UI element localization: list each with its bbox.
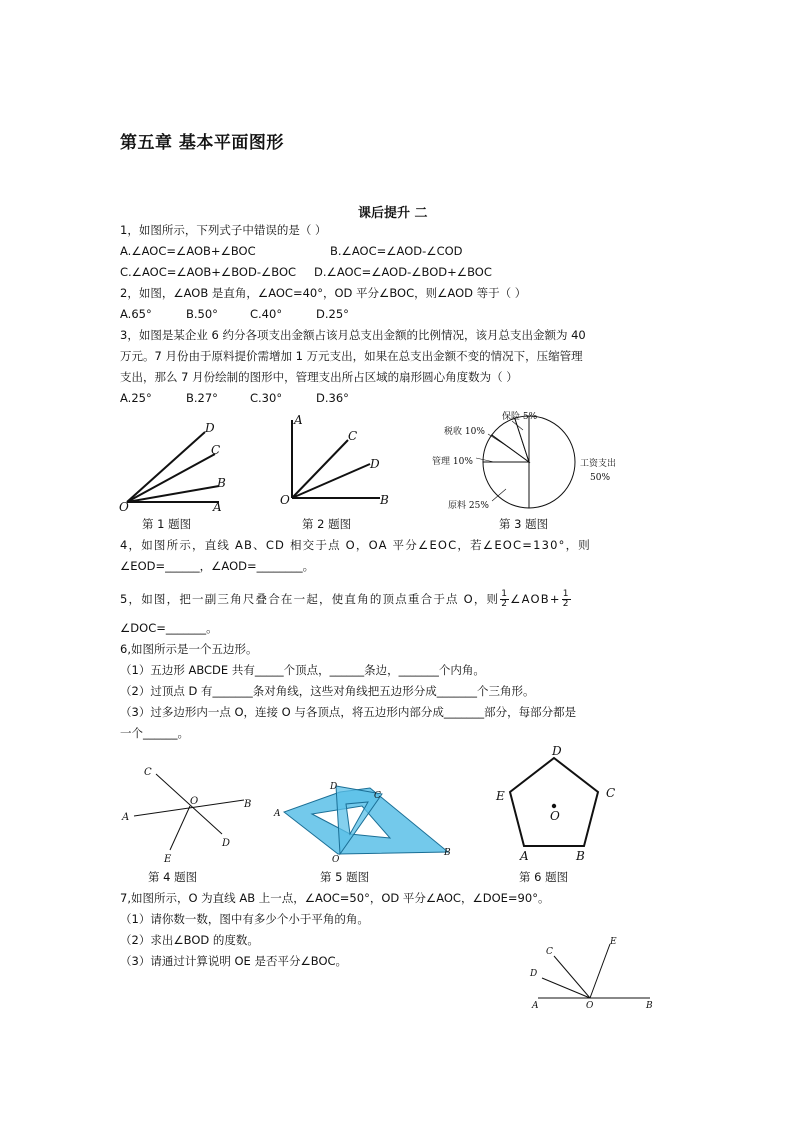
- label-b: B: [217, 476, 226, 490]
- q3-option-c: C.30°: [250, 391, 283, 405]
- line-cd: [156, 774, 222, 834]
- label-o: O: [332, 855, 340, 865]
- label-o: O: [586, 1001, 594, 1011]
- q7-stem: 7,如图所示，O 为直线 AB 上一点，∠AOC=50°，OD 平分∠AOC，∠DOE=90°。: [120, 891, 550, 905]
- figure-3-pie-chart: [426, 406, 642, 516]
- label-e: E: [610, 937, 617, 947]
- label-o: O: [550, 809, 560, 823]
- label-d: D: [222, 838, 231, 849]
- q7-part1: （1）请你数一数，图中有多少个小于平角的角。: [120, 912, 369, 926]
- figure-5: [270, 778, 458, 866]
- q7-part2: （2）求出∠BOD 的度数。: [120, 933, 259, 947]
- q6-part3: （3）过多边形内一点 O，连接 O 与各顶点，将五边形内部分成_______部分，每部分都是: [120, 705, 577, 719]
- pie-slice-1: [483, 462, 529, 508]
- q5-angle-aob: ∠AOB+: [510, 592, 561, 606]
- q4-line2: ∠EOD=______，∠AOD=________。: [120, 559, 315, 573]
- figure-5-caption: 第 5 题图: [320, 870, 370, 884]
- label-c: C: [348, 429, 358, 443]
- label-a: A: [520, 849, 529, 863]
- q3-line1: 3，如图是某企业 6 约分各项支出金额占该月总支出金额的比例情况，该月总支出金额为 40: [120, 328, 586, 342]
- label-b: B: [444, 848, 451, 858]
- figure-4: [116, 760, 264, 864]
- fraction-half-2: [562, 590, 571, 609]
- q1-stem: 1，如图所示，下列式子中错误的是（ ）: [120, 223, 327, 237]
- ray-oe: [590, 944, 610, 998]
- q3-option-a: A.25°: [120, 391, 152, 405]
- q1-option-a: A.∠AOC=∠AOB+∠BOC: [120, 244, 256, 258]
- label-o: O: [190, 796, 199, 807]
- q5-line1: [120, 590, 572, 609]
- frac1-num: 1: [501, 589, 509, 599]
- figure-4-caption: 第 4 题图: [148, 870, 198, 884]
- ray-oe: [170, 806, 190, 850]
- label-b: B: [244, 799, 252, 810]
- figure-1-caption: 第 1 题图: [142, 517, 192, 531]
- q2-option-a: A.65°: [120, 307, 152, 321]
- label-e: E: [496, 789, 505, 803]
- figure-2: [276, 410, 394, 514]
- label-a: A: [532, 1001, 539, 1011]
- q2-option-b: B.50°: [186, 307, 218, 321]
- label-o: O: [280, 493, 290, 507]
- chapter-title: 第五章 基本平面图形: [120, 133, 284, 153]
- ray-od: [127, 432, 205, 502]
- point-o: [552, 804, 556, 808]
- ray-oc: [554, 956, 590, 998]
- q4-line1: 4，如图所示，直线 AB、CD 相交于点 O，OA 平分∠EOC，若∠EOC=130°，则: [120, 538, 591, 552]
- q6-part2: （2）过顶点 D 有_______条对角线，这些对角线把五边形分成_______个三角形。: [120, 684, 535, 698]
- label-a: A: [213, 500, 222, 514]
- q6-stem: 6,如图所示是一个五边形。: [120, 642, 258, 656]
- figure-2-caption: 第 2 题图: [302, 517, 352, 531]
- label-c: C: [374, 791, 381, 801]
- label-d: D: [205, 421, 215, 435]
- label-d: D: [552, 744, 562, 758]
- label-tax: 税收 10%: [444, 427, 485, 437]
- q1-option-d: D.∠AOC=∠AOD-∠BOD+∠BOC: [314, 265, 492, 279]
- q6-part4: 一个______。: [120, 726, 189, 740]
- q3-option-b: B.27°: [186, 391, 218, 405]
- label-b: B: [646, 1001, 653, 1011]
- frac2-num: 1: [562, 589, 570, 599]
- q2-option-d: D.25°: [316, 307, 349, 321]
- label-o: O: [119, 500, 129, 514]
- section-title: 课后提升 二: [358, 206, 428, 221]
- q3-option-d: D.36°: [316, 391, 349, 405]
- label-a: A: [294, 413, 303, 427]
- q1-option-c: C.∠AOC=∠AOB+∠BOD-∠BOC: [120, 265, 297, 279]
- pie-slice-0: [529, 416, 575, 508]
- label-materials: 原料 25%: [448, 501, 489, 511]
- figure-6-pentagon: [492, 742, 622, 866]
- label-c: C: [144, 767, 152, 778]
- label-e: E: [164, 854, 172, 864]
- fraction-half-1: [500, 590, 509, 609]
- figure-7: [524, 934, 664, 1014]
- q5-line1-text: 5，如图，把一副三角尺叠合在一起，使直角的顶点重合于点 O，则: [120, 592, 500, 606]
- q5-line2: ∠DOC=_______。: [120, 621, 218, 635]
- label-wages-pct: 50%: [590, 473, 611, 483]
- label-a: A: [274, 809, 281, 819]
- q2-stem: 2，如图，∠AOB 是直角，∠AOC=40°，OD 平分∠BOC，则∠AOD 等于（ ）: [120, 286, 527, 300]
- label-b: B: [576, 849, 585, 863]
- pentagon: [510, 758, 598, 846]
- label-c: C: [546, 947, 553, 957]
- figure-3-caption: 第 3 题图: [499, 517, 549, 531]
- q3-line3: 支出，那么 7 月份绘制的图形中，管理支出所占区域的扇形圆心角度数为（ ）: [120, 370, 518, 384]
- label-management: 管理 10%: [432, 457, 473, 467]
- q7-part3: （3）请通过计算说明 OE 是否平分∠BOC。: [120, 954, 348, 968]
- label-c: C: [606, 786, 616, 800]
- label-d: D: [370, 457, 380, 471]
- ray-od: [542, 978, 590, 998]
- q2-option-c: C.40°: [250, 307, 283, 321]
- label-b: B: [380, 493, 389, 507]
- q3-line2: 万元。7 月份由于原料提价需增加 1 万元支出，如果在总支出金额不变的情况下，压缩管理: [120, 349, 583, 363]
- figure-1: [115, 418, 235, 514]
- ray-oc: [292, 440, 348, 498]
- label-d: D: [330, 782, 338, 792]
- label-wages: 工资支出: [580, 459, 617, 469]
- label-a: A: [122, 812, 130, 823]
- q1-option-b: B.∠AOC=∠AOD-∠COD: [330, 244, 463, 258]
- label-insurance: 保险 5%: [502, 412, 538, 422]
- ray-od: [292, 464, 370, 498]
- figure-6-caption: 第 6 题图: [519, 870, 569, 884]
- q6-part1: （1）五边形 ABCDE 共有_____个顶点，______条边，_______个内角。: [120, 663, 485, 677]
- label-c: C: [211, 443, 221, 457]
- label-d: D: [530, 969, 538, 979]
- frac2-den: 2: [562, 599, 570, 609]
- frac1-den: 2: [501, 599, 509, 609]
